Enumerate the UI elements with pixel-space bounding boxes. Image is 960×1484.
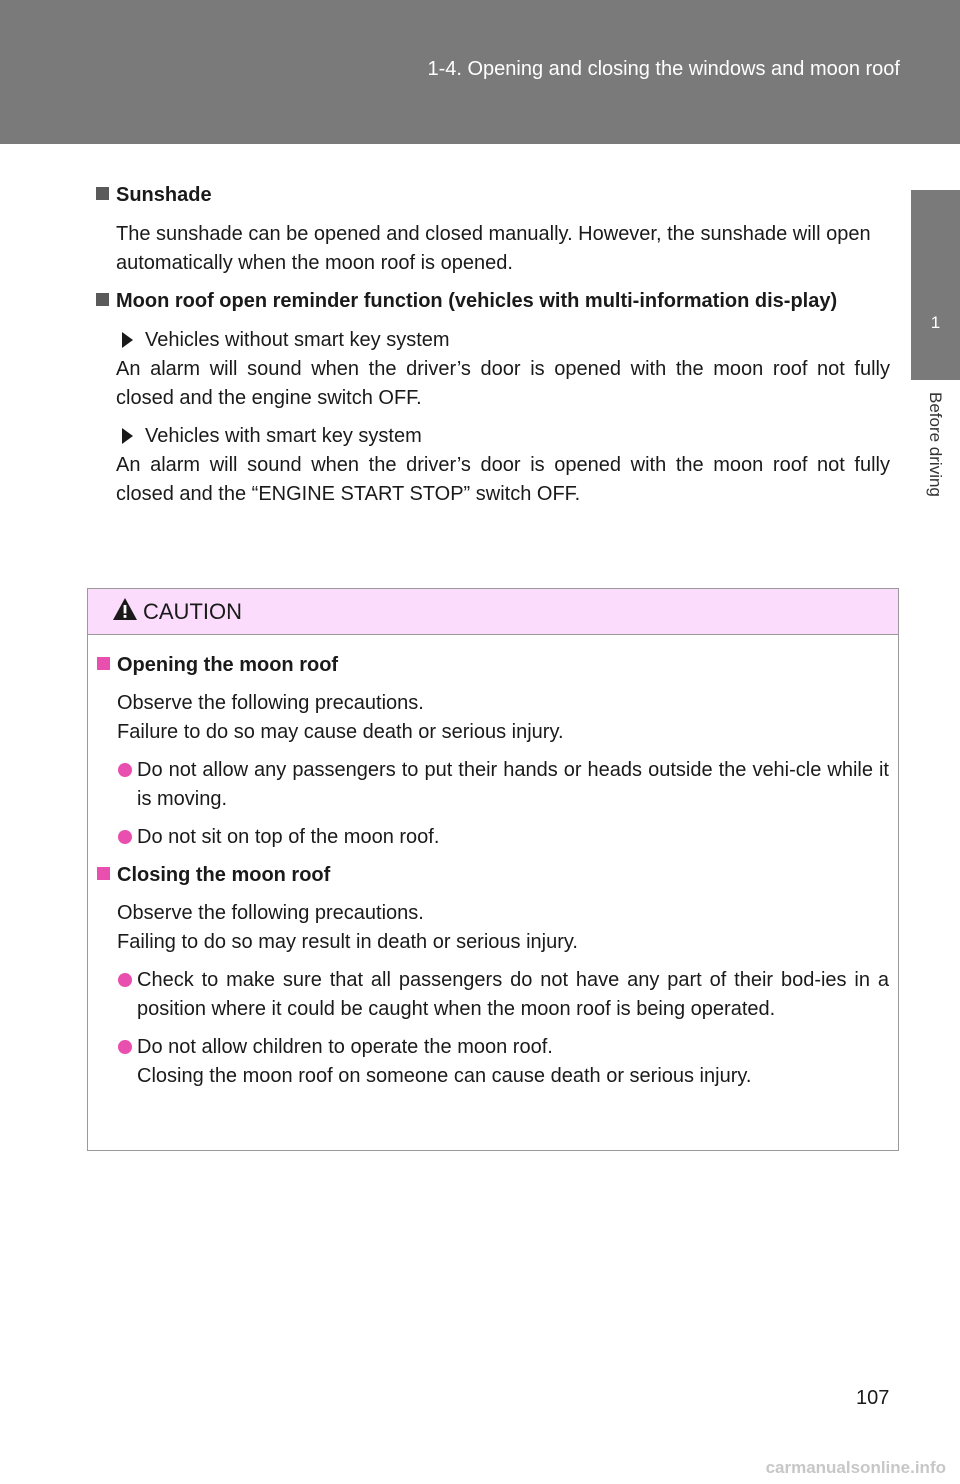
page-header — [0, 0, 960, 144]
page-number: 107 — [856, 1387, 890, 1409]
closing-intro: Observe the following precautions. Failing to do so may result in death or serious injury. — [117, 902, 578, 953]
caution-header — [88, 589, 898, 635]
square-bullet-icon — [96, 187, 109, 200]
caution-body — [97, 651, 889, 1100]
sunshade-text: The sunshade can be opened and closed manually. However, the sunshade will open automatically when the moon roof is opened. — [116, 223, 871, 274]
watermark: carmanualsonline.info — [765, 1458, 946, 1477]
main-content — [96, 181, 890, 518]
chapter-label: Before driving — [926, 392, 945, 497]
closing-heading: Closing the moon roof — [97, 861, 889, 890]
opening-intro: Observe the following precautions. Failure to do so may cause death or serious injury. — [117, 692, 564, 743]
reminder-item-1-label: Vehicles without smart key system — [116, 326, 890, 355]
chapter-tab — [911, 190, 960, 380]
reminder-item-1-text: An alarm will sound when the driver’s door is opened with the moon roof not fully closed and the engine switch OFF. — [116, 358, 890, 409]
sunshade-heading: Sunshade — [96, 181, 890, 210]
circle-bullet-icon — [118, 830, 132, 844]
circle-bullet-icon — [118, 1040, 132, 1054]
warning-triangle-icon — [112, 597, 138, 621]
arrow-right-icon — [122, 428, 133, 444]
caution-box — [87, 588, 899, 1151]
reminder-heading: Moon roof open reminder function (vehicles with multi-information dis-play) — [96, 287, 890, 316]
caution-title: CAUTION — [143, 599, 242, 624]
arrow-right-icon — [122, 332, 133, 348]
opening-bullet-2: Do not sit on top of the moon roof. — [97, 823, 889, 852]
circle-bullet-icon — [118, 973, 132, 987]
circle-bullet-icon — [118, 763, 132, 777]
opening-bullet-1: Do not allow any passengers to put their hands or heads outside the vehi-cle while it is moving. — [97, 756, 889, 814]
square-bullet-icon — [97, 867, 110, 880]
square-bullet-icon — [96, 293, 109, 306]
section-title: 1-4. Opening and closing the windows and moon roof — [427, 58, 900, 80]
square-bullet-icon — [97, 657, 110, 670]
closing-bullet-1: Check to make sure that all passengers do not have any part of their bod-ies in a position where it could be caught when the moon roof is being operated. — [97, 966, 889, 1024]
reminder-item-2-label: Vehicles with smart key system — [116, 422, 890, 451]
chapter-number: 1 — [930, 313, 941, 332]
reminder-item-2-text: An alarm will sound when the driver’s door is opened with the moon roof not fully closed and the “ENGINE START STOP” switch OFF. — [116, 454, 890, 505]
closing-bullet-2: Do not allow children to operate the moon roof. Closing the moon roof on someone can cause death or serious injury. — [97, 1033, 889, 1091]
chapter-tab-label-area — [911, 380, 960, 590]
opening-heading: Opening the moon roof — [97, 651, 889, 680]
